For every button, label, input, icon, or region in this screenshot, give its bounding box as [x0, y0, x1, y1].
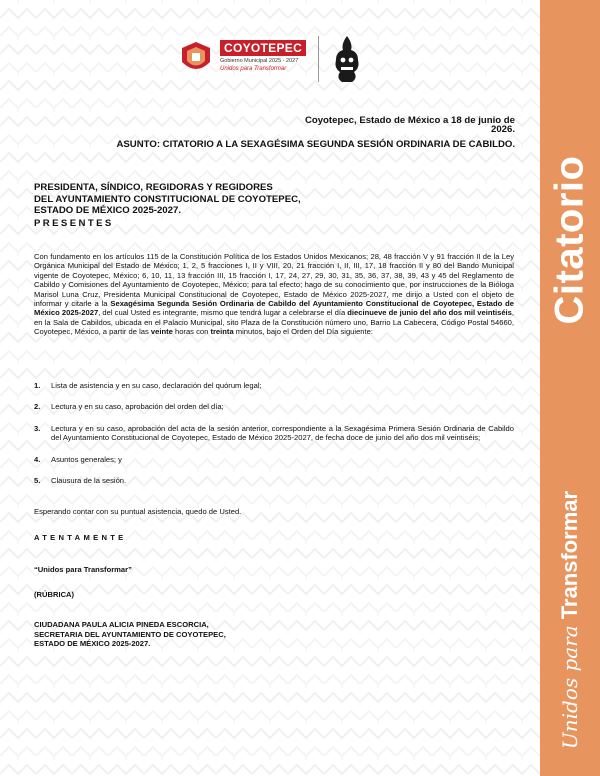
logo-divider: [318, 36, 319, 82]
signer-line: CIUDADANA PAULA ALICIA PINEDA ESCORCIA,: [34, 620, 209, 629]
body-bold: veinte: [150, 327, 173, 337]
letter-subject: ASUNTO: CITATORIO A LA SEXAGÉSIMA SEGUNDA SESIÓN ORDINARIA DE CABILDO.: [116, 139, 515, 150]
agenda-item: [34, 476, 514, 485]
signer-line: ESTADO DE MÉXICO 2025-2027.: [34, 639, 151, 649]
agenda-number: 5.: [34, 476, 41, 486]
closing-line: Esperando contar con su puntual asistencia, quedo de Usted.: [34, 507, 242, 516]
body-text: , del cual Usted es integrante, mismo que tendrá lugar a celebrarse el día: [98, 308, 348, 318]
agenda-item: [34, 455, 514, 464]
agenda-number: 4.: [34, 454, 41, 464]
agenda-text: Lectura y en su caso, aprobación del acta de la sesión anterior, correspondiente a la Sexagésima Primera Sesión Ordinaria de Cabildo del Ayuntamiento Constitucional de Coyotepec, Estado de México 2025-2027, de fecha doce de junio del año dos mil veintiséis;: [51, 423, 514, 443]
motto: “Unidos para Transformar”: [34, 565, 132, 574]
agenda-item: [34, 381, 514, 390]
body-bold: diecinueve de junio del año dos mil veintiséis: [347, 308, 512, 318]
logo-subtitle: Gobierno Municipal 2025 - 2027: [220, 58, 299, 64]
body-text: horas con: [172, 327, 211, 337]
logo-tagline: Unidos para Transformar: [220, 66, 287, 72]
agenda-number: 3.: [34, 423, 41, 433]
sign-off: ATENTAMENTE: [34, 533, 127, 542]
body-bold: treinta: [210, 327, 234, 337]
body-paragraph: [34, 252, 514, 337]
recipients-line: ESTADO DE MÉXICO 2025-2027.: [34, 205, 181, 216]
logo-name: COYOTEPEC: [220, 40, 306, 56]
letter-date: Coyotepec, Estado de México a 18 de junio de 2026.: [304, 115, 515, 136]
greeting: PRESENTES: [34, 218, 114, 229]
agenda-number: 1.: [34, 381, 41, 390]
body-bold: Sexagésima Segunda Sesión Ordinaria de Cabildo del Ayuntamiento Constitucional de Coyotepec, Estado de México 2025-2027: [34, 299, 514, 318]
sidebar-slogan-script: Unidos para: [558, 625, 582, 750]
body-text: Con fundamento en los artículos 115 de la Constitución Política de los Estados Unidos Mexicanos; 28, 48 fracción V y 91 fracción II de la Ley Orgánica Municipal del Estado de México; 1, 2, 5 fracciones I, II y VIII, 20, 21 fracción I, II, III, 17, 18 fracción II y 80 del Bando Municipal vigente de Coyotepec, México; 6, 10, 11, 13 fracción III, 15 fracción I, 17, 24, 27, 29, 30, 31, 35, 36, 37, 38, 39, 43 y 45 del Reglamento de Cabildo y Comisiones del Ayuntamiento de Coyotepec, México; para tal efecto; hago de su conocimiento que, por instrucciones de la Bióloga Marisol Luna Cruz, Presidenta Municipal Constitucional de Coyotepec, Estado de México 2025-2027, me dirijo a Usted con el objeto de informar y citarle a la: [34, 252, 514, 309]
coyotepec-shield-icon: [178, 42, 214, 76]
agenda-item: [34, 424, 514, 443]
recipients-line: DEL AYUNTAMIENTO CONSTITUCIONAL DE COYOTEPEC,: [34, 193, 301, 205]
agenda-number: 2.: [34, 402, 41, 412]
agenda-text: Lista de asistencia y en su caso, declaración del quórum legal;: [51, 381, 262, 390]
agenda-item: [34, 402, 514, 411]
signer-block: [34, 620, 226, 649]
sidebar-slogan: [546, 490, 594, 750]
agenda-text: Clausura de la sesión.: [51, 476, 127, 486]
sidebar-slogan-bold: Transformar: [557, 490, 582, 620]
signer-line: SECRETARIA DEL AYUNTAMIENTO DE COYOTEPEC,: [34, 629, 226, 639]
rubrica: (RÚBRICA): [34, 590, 75, 599]
body-text: minutos, bajo el Orden del Día siguiente:: [233, 327, 373, 337]
recipients-line: PRESIDENTA, SÍNDICO, REGIDORAS Y REGIDORES: [34, 182, 273, 193]
body-text: , en la Sala de Cabildos, ubicada en el Palacio Municipal, sito Plaza de la Constitución número uno, Barrio La Cabecera, Código Postal 54660, Coyotepec, México, a partir de las: [34, 308, 515, 337]
agenda-text: Lectura y en su caso, aprobación del orden del día;: [51, 402, 224, 412]
agenda-text: Asuntos generales; y: [51, 454, 122, 464]
coyote-glyph-icon: [330, 34, 364, 86]
sidebar-title: [546, 110, 594, 370]
agenda-list: [34, 381, 514, 485]
recipients-block: [34, 182, 301, 217]
sidebar-title-text: Citatorio: [547, 155, 592, 325]
